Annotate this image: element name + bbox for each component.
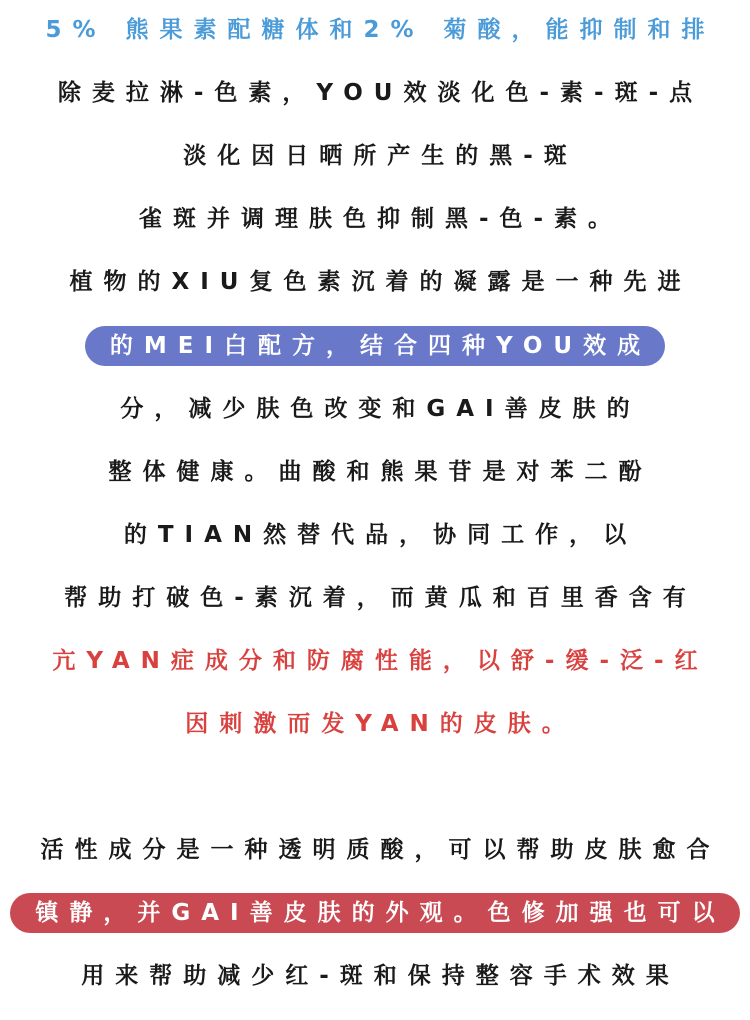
text-line-1-content: 5% 熊果素配糖体和2% 菊酸，能抑制和排 [45,17,716,43]
text-line-7-content: 分，减少肤色改变和GAI善皮肤的 [120,396,641,422]
text-line-3-content: 淡化因日晒所产生的黑-斑 [183,143,578,169]
text-line-7 [0,389,750,429]
highlight-line-blue [0,326,750,366]
text-line-10 [0,578,750,618]
text-line-12-content: 因刺激而发YAN的皮肤。 [185,711,576,737]
highlight-line-blue-content: 的MEI白配方，结合四种YOU效成 [85,326,665,366]
text-line-15 [0,956,750,996]
text-line-11-content: 亢YAN症成分和防腐性能，以舒-缓-泛-红 [52,648,709,674]
text-line-5 [0,262,750,302]
text-line-9-content: 的TIAN然替代品，协同工作，以 [123,522,638,548]
text-line-13-content: 活性成分是一种透明质酸，可以帮助皮肤愈合 [40,837,721,863]
text-line-12 [0,704,750,744]
text-line-13 [0,830,750,870]
text-line-8-content: 整体健康。曲酸和熊果苷是对苯二酚 [108,459,653,485]
text-line-4-content: 雀斑并调理肤色抑制黑-色-素。 [138,206,623,232]
text-line-2-content: 除麦拉淋-色素，YOU效淡化色-素-斑-点 [57,80,704,106]
text-line-4 [0,199,750,239]
text-line-9 [0,515,750,555]
highlight-line-red [0,893,750,933]
text-line-8 [0,452,750,492]
text-line-15-content: 用来帮助减少红-斑和保持整容手术效果 [81,963,680,989]
text-line-3 [0,136,750,176]
text-line-11 [0,641,750,681]
highlight-line-red-content: 镇静，并GAI善皮肤的外观。色修加强也可以 [10,893,739,933]
text-line-10-content: 帮助打破色-素沉着，而黄瓜和百里香含有 [64,585,697,611]
text-line-1 [0,10,750,50]
text-line-5-content: 植物的XIU复色素沉着的凝露是一种先进 [69,269,692,295]
text-line-2 [0,73,750,113]
